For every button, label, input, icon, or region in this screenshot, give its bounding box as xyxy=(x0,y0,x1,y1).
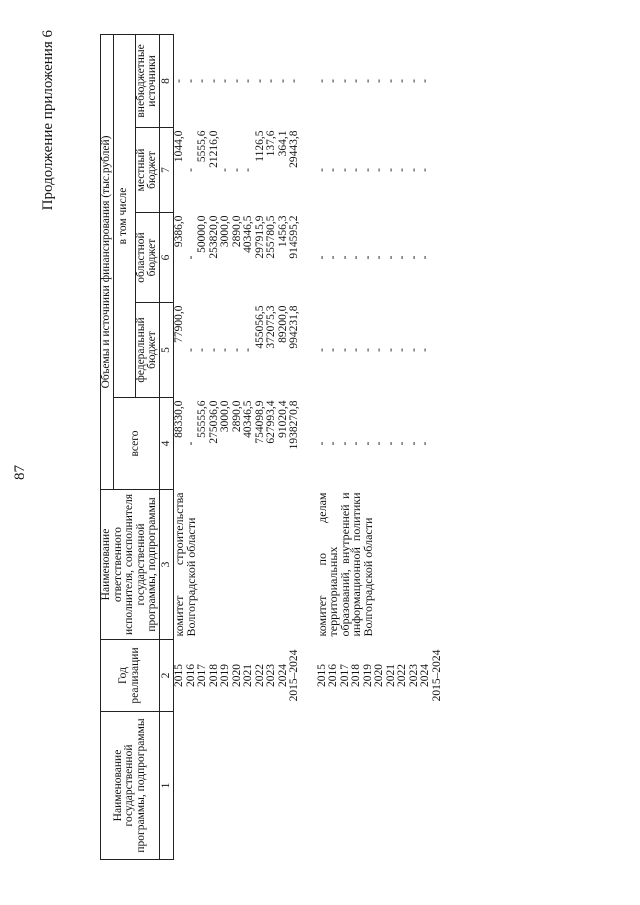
table-row xyxy=(174,34,186,859)
cell-total: 627993,4 xyxy=(265,400,277,444)
cell-extra: - xyxy=(361,79,374,83)
table-row xyxy=(209,34,221,859)
cell-total: - xyxy=(396,441,408,446)
cell-program xyxy=(197,712,209,860)
cell-total: - xyxy=(419,441,431,446)
cell-year: 2018 xyxy=(350,664,362,687)
cell-year: 2020 xyxy=(230,664,243,687)
header-local: местный бюджет xyxy=(135,128,159,213)
header-federal: федеральный бюджет xyxy=(135,303,159,398)
cell-year: 2022 xyxy=(396,664,408,687)
cell-program xyxy=(220,712,232,860)
table-row xyxy=(266,34,278,859)
table-row xyxy=(374,34,386,859)
cell-program xyxy=(186,712,198,860)
cell-regional: - xyxy=(315,255,328,260)
cell-regional: 1456,3 xyxy=(276,215,289,248)
cell-regional: - xyxy=(338,255,351,260)
cell-extra: - xyxy=(196,79,208,83)
cell-extra: - xyxy=(173,79,185,83)
cell-executor: комитет по делам территориальных образований, внутренней и информационной политики Волгоградской области xyxy=(314,492,375,637)
cell-federal: - xyxy=(219,348,231,352)
header-volumes: Объемы и источники финансирования (тыс.рублей) xyxy=(101,34,114,489)
cell-year: 2021 xyxy=(384,664,397,687)
table-row xyxy=(243,34,255,859)
table-row xyxy=(232,34,244,859)
cell-local xyxy=(432,128,444,213)
cell-local: - xyxy=(361,168,374,172)
column-number: 4 xyxy=(159,398,174,490)
page-number: 87 xyxy=(12,465,28,480)
cell-regional: 50000,0 xyxy=(196,215,208,253)
cell-local: - xyxy=(338,168,351,172)
table-row xyxy=(397,34,409,859)
table-row xyxy=(220,34,232,859)
cell-total: 55555,6 xyxy=(196,400,208,438)
cell-regional: 914595,2 xyxy=(288,215,300,259)
cell-federal: 89200,0 xyxy=(276,305,289,343)
table-row xyxy=(340,34,352,859)
cell-total xyxy=(432,398,444,490)
cell-extra: - xyxy=(373,79,385,83)
cell-federal: - xyxy=(419,348,431,352)
cell-program xyxy=(255,712,267,860)
cell-regional: - xyxy=(384,255,397,260)
cell-year: 2021 xyxy=(242,664,254,687)
cell-extra xyxy=(432,34,444,127)
cell-federal: - xyxy=(230,348,243,352)
cell-year: 2015–2024 xyxy=(288,649,300,702)
cell-federal: - xyxy=(338,348,351,352)
cell-program xyxy=(266,712,278,860)
cell-federal: - xyxy=(196,348,208,352)
cell-federal: - xyxy=(207,348,220,352)
cell-federal: - xyxy=(327,348,339,352)
table-row xyxy=(351,34,363,859)
cell-extra: - xyxy=(338,79,351,83)
appendix-caption: Продолжение приложения 6 xyxy=(40,30,56,211)
cell-program xyxy=(363,712,375,860)
cell-regional: - xyxy=(184,255,197,260)
header-total: всего xyxy=(113,398,159,490)
cell-program xyxy=(278,712,290,860)
cell-extra: - xyxy=(315,79,328,83)
header-extra: внебюджетные источники xyxy=(135,34,159,127)
cell-year: 2015–2024 xyxy=(430,649,443,702)
cell-extra: - xyxy=(207,79,220,83)
cell-program xyxy=(386,712,398,860)
cell-total: - xyxy=(361,441,374,446)
cell-total: - xyxy=(350,441,362,446)
table-row xyxy=(420,34,432,859)
cell-extra: - xyxy=(253,79,266,83)
cell-total: 91020,4 xyxy=(276,400,289,438)
table-body xyxy=(174,34,444,859)
table-row xyxy=(197,34,209,859)
cell-federal: - xyxy=(242,348,254,352)
cell-local: - xyxy=(242,168,254,172)
cell-total: 754098,9 xyxy=(253,400,266,444)
cell-year: 2017 xyxy=(196,664,208,687)
table-row xyxy=(363,34,375,859)
header-including: в том числе xyxy=(113,34,135,397)
cell-extra: - xyxy=(407,79,420,83)
cell-regional: - xyxy=(350,255,362,260)
cell-regional: - xyxy=(419,255,431,260)
cell-local: - xyxy=(219,168,231,172)
cell-total: - xyxy=(338,441,351,446)
cell-year: 2019 xyxy=(361,664,374,687)
cell-local: 1044,0 xyxy=(173,130,185,163)
cell-local: - xyxy=(419,168,431,172)
cell-federal: - xyxy=(315,348,328,352)
cell-federal: - xyxy=(350,348,362,352)
cell-year: 2015 xyxy=(173,664,185,687)
cell-program xyxy=(420,712,432,860)
cell-program xyxy=(317,712,329,860)
group-spacer xyxy=(301,34,317,859)
cell-extra: - xyxy=(219,79,231,83)
cell-federal: 77900,0 xyxy=(173,305,185,343)
cell-regional: 253820,0 xyxy=(207,215,220,259)
table-row xyxy=(317,34,329,859)
cell-local: - xyxy=(230,168,243,172)
cell-program xyxy=(409,712,421,860)
header-regional: областной бюджет xyxy=(135,213,159,303)
cell-extra: - xyxy=(276,79,289,83)
table-row xyxy=(255,34,267,859)
cell-regional: 3000,0 xyxy=(219,215,231,248)
cell-total: 40346,5 xyxy=(242,400,254,438)
cell-year: 2017 xyxy=(338,664,351,687)
cell-program xyxy=(174,712,186,860)
column-number: 1 xyxy=(159,712,174,860)
cell-local: 364,1 xyxy=(276,130,289,157)
cell-federal: 455056,5 xyxy=(253,305,266,349)
cell-local: 1126,5 xyxy=(253,130,266,162)
cell-local: 137,6 xyxy=(265,130,277,157)
cell-extra: - xyxy=(327,79,339,83)
cell-federal: - xyxy=(384,348,397,352)
cell-extra: - xyxy=(384,79,397,83)
cell-extra: - xyxy=(396,79,408,83)
column-number: 3 xyxy=(159,490,174,640)
cell-extra: - xyxy=(230,79,243,83)
table-row xyxy=(328,34,340,859)
cell-executor: комитет строительства Волгоградской области xyxy=(172,492,198,637)
column-number: 6 xyxy=(159,213,174,303)
cell-federal: - xyxy=(373,348,385,352)
cell-regional: 255780,5 xyxy=(265,215,277,259)
cell-year: 2018 xyxy=(207,664,220,687)
cell-program xyxy=(232,712,244,860)
cell-regional: 297915,9 xyxy=(253,215,266,259)
cell-extra: - xyxy=(419,79,431,83)
cell-year: 2022 xyxy=(253,664,266,687)
table-row xyxy=(432,34,444,859)
cell-regional: - xyxy=(361,255,374,260)
cell-program xyxy=(328,712,340,860)
cell-year: 2016 xyxy=(327,664,339,687)
cell-regional xyxy=(432,213,444,303)
cell-year: 2023 xyxy=(265,664,277,687)
cell-year: 2024 xyxy=(276,664,289,687)
column-number: 5 xyxy=(159,303,174,398)
cell-local: - xyxy=(350,168,362,172)
cell-program xyxy=(289,712,301,860)
header-year: Год реализации xyxy=(101,640,160,712)
cell-total: 275036,0 xyxy=(207,400,220,444)
cell-federal: 994231,8 xyxy=(288,305,300,349)
cell-extra: - xyxy=(184,79,197,83)
cell-regional: 2890,0 xyxy=(230,215,243,248)
cell-regional: - xyxy=(396,255,408,260)
cell-program xyxy=(351,712,363,860)
cell-program xyxy=(243,712,255,860)
header-executor: Наименование ответственного исполнителя, соисполнителя государственной программы, подпрограммы xyxy=(101,490,160,640)
cell-program xyxy=(340,712,352,860)
cell-regional: - xyxy=(327,255,339,260)
cell-total: - xyxy=(384,441,397,446)
table-row xyxy=(386,34,398,859)
cell-program xyxy=(374,712,386,860)
cell-extra: - xyxy=(242,79,254,83)
cell-regional: 40346,5 xyxy=(242,215,254,253)
cell-year: 2020 xyxy=(373,664,385,687)
cell-federal xyxy=(432,303,444,398)
cell-total: 2890,0 xyxy=(230,400,243,433)
cell-local: - xyxy=(384,168,397,172)
cell-program xyxy=(432,712,444,860)
cell-year: 2023 xyxy=(407,664,420,687)
cell-extra: - xyxy=(265,79,277,83)
cell-total: - xyxy=(407,441,420,446)
cell-local: - xyxy=(315,168,328,172)
cell-total: 3000,0 xyxy=(219,400,231,433)
cell-federal: 372075,3 xyxy=(265,305,277,349)
cell-local: - xyxy=(184,168,197,172)
table-header xyxy=(101,34,174,859)
cell-year: 2016 xyxy=(184,664,197,687)
cell-total: - xyxy=(373,441,385,446)
cell-program xyxy=(209,712,221,860)
cell-federal: - xyxy=(184,348,197,352)
table-row xyxy=(289,34,301,859)
column-number: 2 xyxy=(159,640,174,712)
cell-federal: - xyxy=(361,348,374,352)
cell-local: - xyxy=(396,168,408,172)
cell-total: 1938270,8 xyxy=(288,400,300,450)
cell-local: 29443,8 xyxy=(288,130,300,168)
cell-total: - xyxy=(315,441,328,446)
cell-year: 2024 xyxy=(419,664,431,687)
column-number: 7 xyxy=(159,128,174,213)
cell-extra: - xyxy=(350,79,362,83)
cell-federal: - xyxy=(407,348,420,352)
cell-local: 5555,6 xyxy=(196,130,208,163)
header-program: Наименование государственной программы, подпрограммы xyxy=(101,712,160,860)
cell-local: 21216,0 xyxy=(207,130,220,168)
cell-local: - xyxy=(327,168,339,172)
cell-local: - xyxy=(373,168,385,172)
cell-total: - xyxy=(327,441,339,446)
column-number: 8 xyxy=(159,34,174,127)
table-row xyxy=(409,34,421,859)
cell-program xyxy=(397,712,409,860)
funding-table xyxy=(100,34,443,860)
cell-regional: - xyxy=(407,255,420,260)
cell-year: 2019 xyxy=(219,664,231,687)
cell-federal: - xyxy=(396,348,408,352)
cell-total: - xyxy=(184,441,197,446)
cell-total: 88330,0 xyxy=(173,400,185,438)
cell-year: 2015 xyxy=(315,664,328,687)
cell-regional: - xyxy=(373,255,385,260)
cell-regional: 9386,0 xyxy=(173,215,185,248)
cell-extra: - xyxy=(288,79,300,83)
cell-local: - xyxy=(407,168,420,172)
